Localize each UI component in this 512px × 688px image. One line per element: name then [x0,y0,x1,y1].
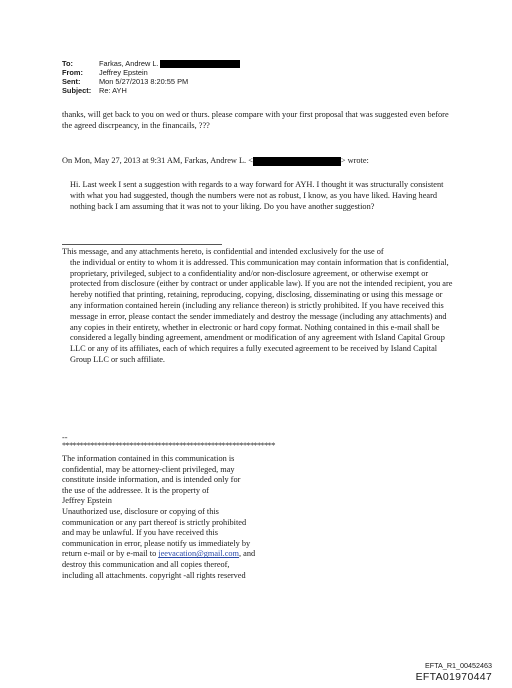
from-value: Jeffrey Epstein [99,67,148,77]
disclaimer-first-line: This message, and any attachments hereto, is confidential and intended exclusively for the use of [62,247,384,256]
bates-number-large: EFTA01970447 [415,671,492,683]
redaction-bar [160,60,240,68]
sent-label: Sent: [62,76,81,86]
to-label: To: [62,59,73,68]
signature-stars: ************************************************************ [62,441,275,450]
email-header [62,60,240,96]
signature-line: Jeffrey Epstein [62,496,112,506]
signature-block [62,454,322,581]
signature-line: and may be unlawful. If you have received this [62,528,218,538]
to-row [62,60,240,69]
signature-line: communication or any part thereof is strictly prohibited [62,517,247,527]
signature-email-line [62,549,322,560]
email-link[interactable]: jeevacation@gmail.com [158,549,239,559]
from-label: From: [62,67,83,77]
subject-label: Subject: [62,85,92,95]
confidentiality-disclaimer [62,247,454,366]
signature-line: including all attachments. copyright -all rights reserved [62,570,246,580]
reply-body: thanks, will get back to you on wed or thurs. please compare with your first proposal that was suggested even before the agreed discrpeancy, in the financails, ??? [62,110,449,130]
disclaimer-rest: the individual or entity to whom it is addressed. This communication may contain information that is confidential, proprietary, privileged, subject to a confidentiality and/or non-disclosure agreement, or otherwise exempt or protected from disclosure (either by contract or under applicable law). If you are not the intended recipient, you are hereby notified that printing, retaining, reproducing, copying, disclosing, disseminating or using this message or any information contained herein (including any reliance thereon) is strictly prohibited. If you have received this message in error, please contact the sender immediately and destroy the message (including any attachments) and any copies in their entirety, whether in electronic or hard copy format. Nothing contained in this e-mail shall be considered a legally binding agreement, amendment or modification of any agreement with Island Capital Group LLC or any of its affiliates, each of which requires a fully executed agreement to be received by Island Capital Group LLC or such affiliate. [70,257,453,364]
signature-dash: -- [62,433,68,442]
subject-row [62,87,240,96]
signature-line: communication in error, please notify us immediately by [62,538,251,548]
signature-line: the use of the addressee. It is the property of [62,485,209,495]
quote-intro [62,156,450,167]
signature-line: The information contained in this communication is [62,454,235,463]
divider [62,244,222,245]
bates-number-small: EFTA_R1_00452463 [425,661,492,670]
quote-intro-before: On Mon, May 27, 2013 at 9:31 AM, Farkas, Andrew L. < [62,156,253,165]
subject-value: Re: AYH [99,85,127,95]
to-value: Farkas, Andrew L. [99,59,159,68]
signature-line: destroy this communication and all copies thereof, [62,559,230,569]
redaction-bar [253,157,341,166]
signature-line: Unauthorized use, disclosure or copying of this [62,506,219,516]
quoted-body: Hi. Last week I sent a suggestion with regards to a way forward for AYH. I thought it was structurally consistent with what you had suggested, though the numbers were not as robust, I know, as you have liked. Having heard nothing back I am assuming that it was not to your liking. Do you have another suggestion? [70,180,444,211]
email-line-after: , and [238,549,256,559]
signature-line: constitute inside information, and is intended only for [62,475,241,485]
quote-intro-after: > wrote: [340,156,369,165]
signature-line: confidential, may be attorney-client privileged, may [62,464,235,474]
email-line-before: return e-mail or by e-mail to [62,549,159,559]
sent-value: Mon 5/27/2013 8:20:55 PM [99,76,189,86]
